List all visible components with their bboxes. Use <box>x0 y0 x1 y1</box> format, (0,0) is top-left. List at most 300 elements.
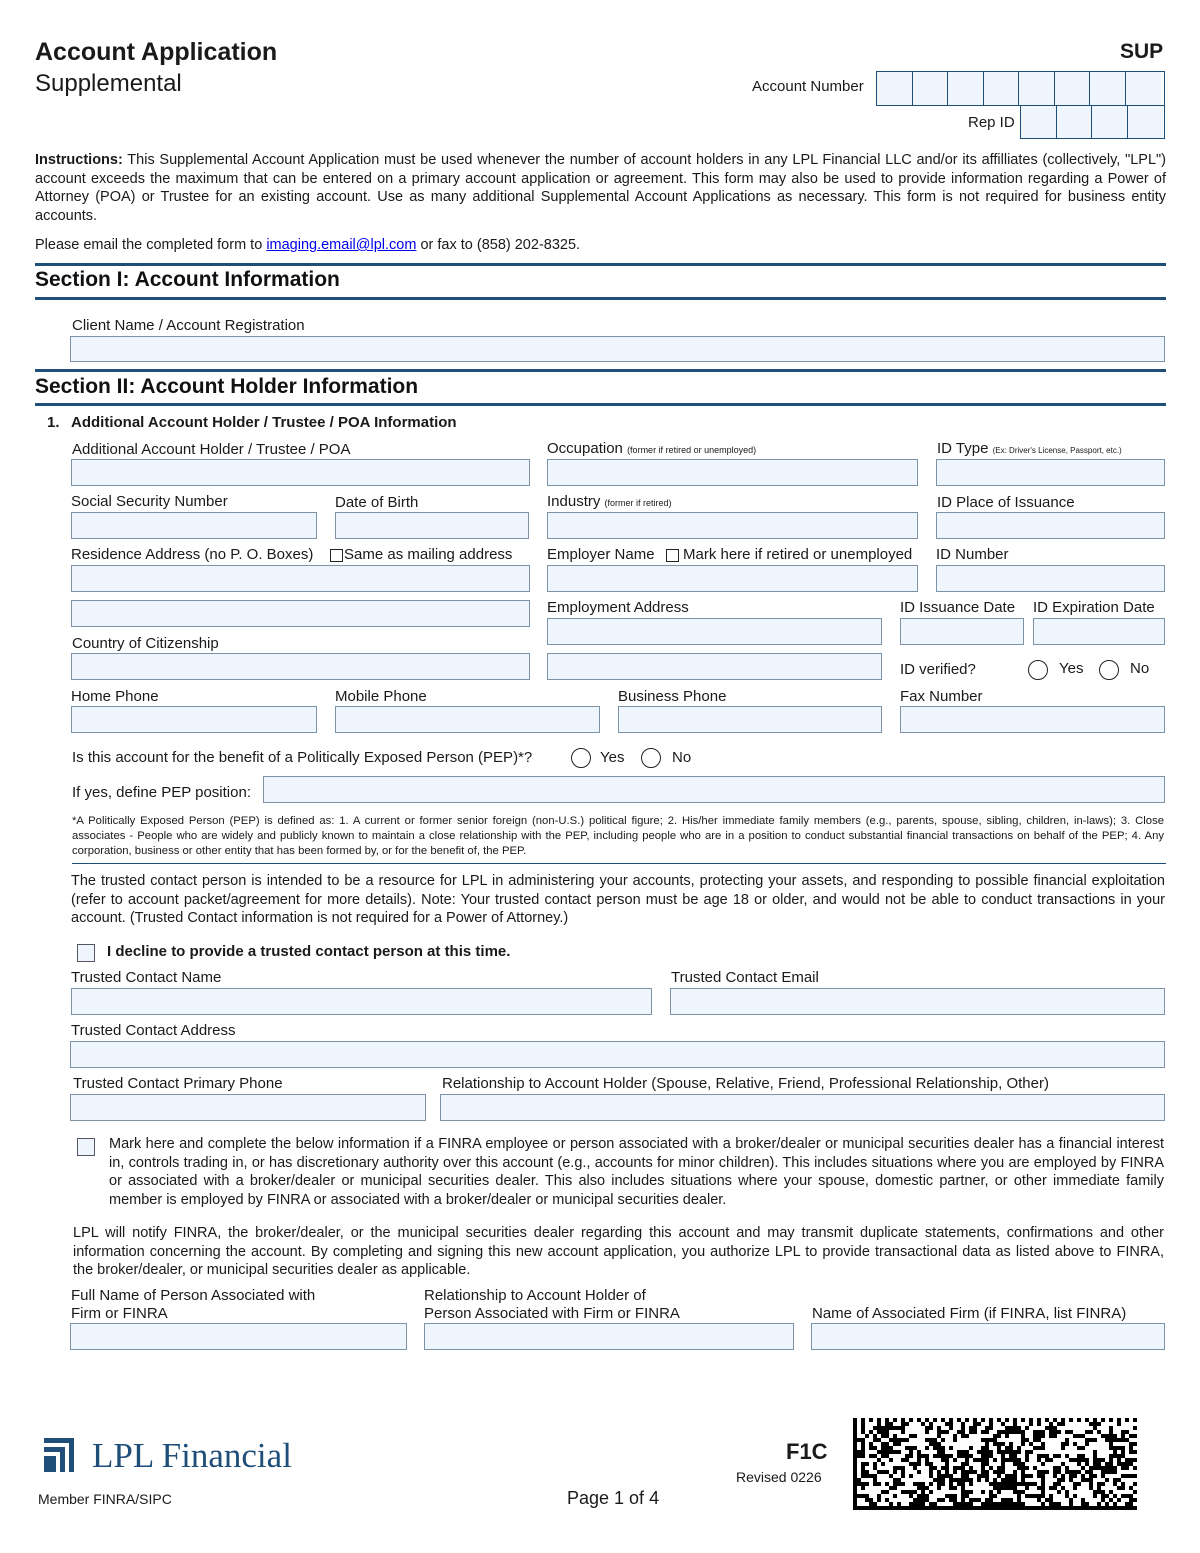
barcode-module <box>977 1498 981 1502</box>
barcode-module <box>937 1446 941 1450</box>
barcode-module <box>989 1494 993 1498</box>
section1-rule-top <box>35 263 1166 266</box>
barcode-module <box>1069 1506 1073 1510</box>
barcode-module <box>1109 1442 1113 1446</box>
barcode-module <box>1025 1466 1029 1470</box>
barcode-module <box>1101 1490 1105 1494</box>
barcode-module <box>941 1474 945 1478</box>
barcode-module <box>1101 1494 1105 1498</box>
barcode-module <box>1085 1438 1089 1442</box>
id-place-input[interactable] <box>936 512 1165 539</box>
account-number-label: Account Number <box>752 78 864 95</box>
barcode-module <box>933 1466 937 1470</box>
barcode-module <box>889 1426 893 1430</box>
barcode-module <box>1049 1434 1053 1438</box>
fax-input[interactable] <box>900 706 1165 733</box>
barcode-module <box>1045 1470 1049 1474</box>
barcode-module <box>1061 1422 1065 1426</box>
barcode-module <box>1065 1466 1069 1470</box>
barcode-module <box>1041 1506 1045 1510</box>
barcode-module <box>1025 1506 1029 1510</box>
barcode-module <box>941 1454 945 1458</box>
barcode-module <box>969 1454 973 1458</box>
id-verified-yes-radio[interactable] <box>1028 660 1048 680</box>
id-type-input[interactable] <box>936 459 1165 486</box>
barcode-module <box>929 1466 933 1470</box>
revised-text: Revised 0226 <box>736 1469 822 1485</box>
barcode-module <box>921 1482 925 1486</box>
assoc-name-input[interactable] <box>70 1323 407 1350</box>
barcode-module <box>881 1430 885 1434</box>
member-text: Member FINRA/SIPC <box>38 1491 172 1507</box>
barcode-module <box>1069 1498 1073 1502</box>
barcode-module <box>909 1506 913 1510</box>
barcode-module <box>1065 1438 1069 1442</box>
business-phone-input[interactable] <box>618 706 882 733</box>
tc-phone-input[interactable] <box>70 1094 426 1121</box>
barcode-module <box>869 1430 873 1434</box>
barcode-module <box>1089 1478 1093 1482</box>
barcode-module <box>1093 1506 1097 1510</box>
barcode-module <box>917 1502 921 1506</box>
barcode-module <box>989 1450 993 1454</box>
barcode-module <box>1093 1494 1097 1498</box>
barcode-module <box>977 1478 981 1482</box>
barcode-module <box>933 1506 937 1510</box>
barcode-module <box>1037 1418 1041 1422</box>
barcode-module <box>1013 1506 1017 1510</box>
barcode-module <box>1057 1482 1061 1486</box>
barcode-module <box>977 1422 981 1426</box>
pep-yes-radio[interactable] <box>571 748 591 768</box>
barcode-module <box>973 1498 977 1502</box>
id-expiration-input[interactable] <box>1033 618 1165 645</box>
id-type-note: (Ex: Driver's License, Passport, etc.) <box>992 446 1122 455</box>
section2-title: Section II: Account Holder Information <box>35 375 419 398</box>
barcode-module <box>993 1458 997 1462</box>
barcode-module <box>873 1506 877 1510</box>
barcode-module <box>1021 1466 1025 1470</box>
barcode-module <box>985 1430 989 1434</box>
barcode-module <box>953 1438 957 1442</box>
barcode-module <box>1129 1458 1133 1462</box>
barcode-module <box>1121 1506 1125 1510</box>
barcode-module <box>853 1470 857 1474</box>
barcode-module <box>1065 1442 1069 1446</box>
barcode-module <box>1133 1450 1137 1454</box>
barcode-module <box>865 1506 869 1510</box>
barcode-module <box>1125 1502 1129 1506</box>
barcode-module <box>1101 1470 1105 1474</box>
pep-yes-label: Yes <box>600 749 625 766</box>
barcode-module <box>1081 1506 1085 1510</box>
account-number-field[interactable] <box>876 71 1165 106</box>
barcode-module <box>1005 1478 1009 1482</box>
occupation-input[interactable] <box>547 459 918 486</box>
barcode-module <box>1057 1478 1061 1482</box>
barcode-module <box>997 1502 1001 1506</box>
barcode-module <box>917 1482 921 1486</box>
barcode-module <box>873 1462 877 1466</box>
barcode-module <box>1021 1482 1025 1486</box>
barcode-module <box>961 1454 965 1458</box>
barcode-module <box>885 1434 889 1438</box>
barcode-module <box>853 1506 857 1510</box>
barcode-module <box>949 1446 953 1450</box>
barcode-module <box>985 1462 989 1466</box>
barcode-module <box>901 1422 905 1426</box>
barcode-module <box>1009 1478 1013 1482</box>
barcode-module <box>1033 1430 1037 1434</box>
rep-id-label: Rep ID <box>968 114 1015 131</box>
rep-id-field[interactable] <box>1020 105 1165 139</box>
barcode-module <box>1113 1502 1117 1506</box>
id-type-label <box>937 440 1122 460</box>
barcode-module <box>969 1482 973 1486</box>
barcode-module <box>893 1506 897 1510</box>
id-place-label: ID Place of Issuance <box>937 494 1075 511</box>
barcode-module <box>925 1454 929 1458</box>
residence-input-1[interactable] <box>71 565 530 592</box>
barcode-module <box>857 1450 861 1454</box>
barcode-module <box>1069 1458 1073 1462</box>
barcode-module <box>1133 1458 1137 1462</box>
section1-rule-bottom <box>35 297 1166 300</box>
barcode-module <box>869 1506 873 1510</box>
barcode-module <box>965 1462 969 1466</box>
barcode-module <box>1053 1430 1057 1434</box>
barcode-module <box>1125 1458 1129 1462</box>
barcode-module <box>1073 1434 1077 1438</box>
barcode-module <box>917 1470 921 1474</box>
barcode-module <box>853 1450 857 1454</box>
barcode-module <box>881 1470 885 1474</box>
barcode-module <box>993 1442 997 1446</box>
industry-note: (former if retired) <box>604 498 672 508</box>
barcode-module <box>1041 1474 1045 1478</box>
barcode-module <box>1129 1450 1133 1454</box>
barcode-module <box>857 1438 861 1442</box>
barcode-module <box>897 1426 901 1430</box>
barcode-module <box>1101 1458 1105 1462</box>
barcode-module <box>1033 1446 1037 1450</box>
barcode-module <box>869 1446 873 1450</box>
barcode-module <box>1025 1486 1029 1490</box>
barcode-module <box>949 1478 953 1482</box>
barcode-module <box>945 1506 949 1510</box>
barcode-module <box>933 1502 937 1506</box>
barcode-module <box>877 1438 881 1442</box>
barcode-module <box>969 1466 973 1470</box>
barcode-module <box>853 1434 857 1438</box>
barcode-module <box>1033 1506 1037 1510</box>
barcode-module <box>937 1470 941 1474</box>
barcode-module <box>945 1454 949 1458</box>
barcode-module <box>949 1498 953 1502</box>
barcode-module <box>929 1506 933 1510</box>
barcode-module <box>1121 1494 1125 1498</box>
barcode-module <box>1073 1458 1077 1462</box>
barcode-module <box>937 1434 941 1438</box>
barcode-module <box>1009 1458 1013 1462</box>
tc-email-input[interactable] <box>670 988 1165 1015</box>
barcode-module <box>1081 1466 1085 1470</box>
barcode-module <box>857 1478 861 1482</box>
barcode-module <box>1029 1474 1033 1478</box>
barcode-module <box>969 1498 973 1502</box>
barcode-module <box>989 1502 993 1506</box>
barcode-module <box>861 1466 865 1470</box>
barcode-module <box>1133 1506 1137 1510</box>
barcode-module <box>1041 1446 1045 1450</box>
form-id: F1C <box>786 1439 828 1464</box>
barcode-module <box>1001 1450 1005 1454</box>
same-mailing-checkbox[interactable] <box>330 549 343 562</box>
barcode-module <box>853 1478 857 1482</box>
industry-label <box>547 493 672 512</box>
dob-input[interactable] <box>335 512 529 539</box>
assoc-name-label-2: Firm or FINRA <box>71 1305 168 1322</box>
barcode-module <box>985 1458 989 1462</box>
barcode-module <box>961 1506 965 1510</box>
barcode-module <box>937 1426 941 1430</box>
barcode-module <box>1025 1450 1029 1454</box>
tc-relationship-input[interactable] <box>440 1094 1165 1121</box>
tc-name-input[interactable] <box>71 988 652 1015</box>
barcode-module <box>1029 1494 1033 1498</box>
section1-title: Section I: Account Information <box>35 268 340 291</box>
barcode-module <box>925 1446 929 1450</box>
barcode-module <box>1133 1418 1137 1422</box>
employer-input[interactable] <box>547 565 918 592</box>
barcode-module <box>1061 1486 1065 1490</box>
barcode-module <box>1085 1506 1089 1510</box>
barcode-module <box>1037 1506 1041 1510</box>
ssn-label: Social Security Number <box>71 493 228 510</box>
barcode-module <box>913 1466 917 1470</box>
barcode-module <box>901 1466 905 1470</box>
barcode-module <box>945 1462 949 1466</box>
barcode-module <box>1133 1426 1137 1430</box>
barcode-module <box>989 1438 993 1442</box>
barcode-module <box>961 1462 965 1466</box>
barcode-module <box>1085 1478 1089 1482</box>
citizenship-input[interactable] <box>71 653 530 680</box>
barcode-module <box>969 1478 973 1482</box>
barcode-module <box>865 1462 869 1466</box>
employment-address-input-2[interactable] <box>547 653 882 680</box>
barcode-module <box>1001 1482 1005 1486</box>
barcode-module <box>901 1506 905 1510</box>
barcode-module <box>1005 1430 1009 1434</box>
barcode-module <box>1097 1466 1101 1470</box>
assoc-rel-input[interactable] <box>424 1323 794 1350</box>
barcode-module <box>981 1474 985 1478</box>
barcode-module <box>957 1450 961 1454</box>
assoc-rel-label-2: Person Associated with Firm or FINRA <box>424 1305 680 1322</box>
email-link[interactable]: imaging.email@lpl.com <box>266 237 417 253</box>
barcode-module <box>957 1506 961 1510</box>
barcode-module <box>1033 1494 1037 1498</box>
pep-divider <box>72 863 1166 864</box>
barcode-module <box>1109 1458 1113 1462</box>
instructions-lead: Instructions: <box>35 152 123 168</box>
barcode-module <box>1009 1498 1013 1502</box>
barcode-module <box>941 1482 945 1486</box>
barcode-module <box>1125 1438 1129 1442</box>
ssn-input[interactable] <box>71 512 317 539</box>
barcode-module <box>981 1466 985 1470</box>
barcode-module <box>1049 1430 1053 1434</box>
barcode-module <box>1117 1498 1121 1502</box>
barcode-module <box>1013 1470 1017 1474</box>
barcode-module <box>1105 1502 1109 1506</box>
barcode-module <box>1041 1434 1045 1438</box>
page-number: Page 1 of 4 <box>567 1488 660 1508</box>
barcode-module <box>1081 1458 1085 1462</box>
barcode-module <box>1041 1462 1045 1466</box>
barcode-module <box>985 1506 989 1510</box>
barcode-module <box>929 1482 933 1486</box>
barcode-module <box>905 1490 909 1494</box>
barcode-module <box>901 1474 905 1478</box>
barcode-module <box>1041 1442 1045 1446</box>
occupation-label-text: Occupation <box>547 440 623 457</box>
barcode-module <box>1057 1470 1061 1474</box>
barcode-module <box>901 1430 905 1434</box>
barcode-module <box>969 1490 973 1494</box>
barcode-module <box>1013 1458 1017 1462</box>
barcode-module <box>953 1434 957 1438</box>
pep-question: Is this account for the benefit of a Politically Exposed Person (PEP)*? <box>72 749 533 766</box>
finra-notice: LPL will notify FINRA, the broker/dealer, or the municipal securities dealer regarding this account and may transmit duplicate statements, confirmations and other information concerning the account. By completing and signing this new account application, you authorize LPL to provide transactional data as listed above to FINRA, the broker/dealer, or municipal securities dealer as applicable. <box>73 1225 1164 1278</box>
decline-checkbox[interactable] <box>77 944 95 962</box>
barcode-module <box>885 1450 889 1454</box>
barcode <box>853 1417 1137 1511</box>
barcode-module <box>1029 1442 1033 1446</box>
barcode-module <box>961 1498 965 1502</box>
pep-no-radio[interactable] <box>641 748 661 768</box>
mobile-phone-input[interactable] <box>335 706 600 733</box>
barcode-module <box>1037 1446 1041 1450</box>
barcode-module <box>893 1466 897 1470</box>
barcode-module <box>1021 1418 1025 1422</box>
barcode-module <box>873 1454 877 1458</box>
barcode-module <box>921 1454 925 1458</box>
barcode-module <box>945 1494 949 1498</box>
id-verified-no-radio[interactable] <box>1099 660 1119 680</box>
home-phone-input[interactable] <box>71 706 317 733</box>
barcode-module <box>1133 1474 1137 1478</box>
barcode-module <box>997 1442 1001 1446</box>
barcode-module <box>905 1506 909 1510</box>
barcode-module <box>1001 1502 1005 1506</box>
assoc-firm-input[interactable] <box>811 1323 1165 1350</box>
barcode-module <box>945 1458 949 1462</box>
barcode-module <box>993 1478 997 1482</box>
barcode-module <box>1009 1486 1013 1490</box>
barcode-module <box>937 1482 941 1486</box>
barcode-module <box>1081 1478 1085 1482</box>
barcode-module <box>985 1438 989 1442</box>
barcode-module <box>913 1502 917 1506</box>
barcode-module <box>997 1490 1001 1494</box>
barcode-module <box>1101 1498 1105 1502</box>
industry-label-text: Industry <box>547 493 601 510</box>
barcode-module <box>897 1506 901 1510</box>
barcode-module <box>965 1490 969 1494</box>
id-number-input[interactable] <box>936 565 1165 592</box>
barcode-module <box>933 1454 937 1458</box>
barcode-module <box>1013 1490 1017 1494</box>
barcode-module <box>925 1486 929 1490</box>
barcode-module <box>901 1458 905 1462</box>
barcode-module <box>1117 1478 1121 1482</box>
barcode-module <box>921 1422 925 1426</box>
barcode-module <box>1065 1490 1069 1494</box>
tc-address-input[interactable] <box>70 1041 1165 1068</box>
barcode-module <box>925 1426 929 1430</box>
holder-input[interactable] <box>71 459 530 486</box>
barcode-module <box>1081 1434 1085 1438</box>
pep-position-input[interactable] <box>263 776 1165 803</box>
barcode-module <box>1021 1506 1025 1510</box>
barcode-module <box>1097 1462 1101 1466</box>
residence-input-2[interactable] <box>71 600 530 627</box>
barcode-module <box>1069 1470 1073 1474</box>
tc-name-label: Trusted Contact Name <box>71 969 222 986</box>
barcode-module <box>937 1450 941 1454</box>
employment-address-input-1[interactable] <box>547 618 882 645</box>
barcode-module <box>1001 1454 1005 1458</box>
barcode-module <box>1065 1454 1069 1458</box>
retired-checkbox[interactable] <box>666 549 679 562</box>
barcode-module <box>1129 1442 1133 1446</box>
finra-checkbox[interactable] <box>77 1138 95 1156</box>
barcode-module <box>1125 1430 1129 1434</box>
barcode-module <box>981 1454 985 1458</box>
barcode-module <box>1133 1442 1137 1446</box>
barcode-module <box>909 1450 913 1454</box>
instructions-text: This Supplemental Account Application must be used whenever the number of account holders in any LPL Financial LLC and/or its affilliates (collectively, "LPL") account exceeds the maximum that can be entered on a primary account application or agreement. This form may also be used to provide information regarding a Power of Attorney (POA) or Trustee for an existing account. Use as many additional Supplemental Account Applications as necessary. This form is not required for business entity accounts. <box>35 152 1166 224</box>
client-name-input[interactable] <box>70 336 1165 362</box>
barcode-module <box>1109 1446 1113 1450</box>
barcode-module <box>1093 1426 1097 1430</box>
barcode-module <box>877 1426 881 1430</box>
same-mailing-label: Same as mailing address <box>344 546 513 563</box>
barcode-module <box>877 1430 881 1434</box>
barcode-module <box>937 1474 941 1478</box>
industry-input[interactable] <box>547 512 918 539</box>
barcode-module <box>965 1454 969 1458</box>
occupation-note: (former if retired or unemployed) <box>627 445 757 455</box>
barcode-module <box>1065 1506 1069 1510</box>
barcode-module <box>1041 1502 1045 1506</box>
barcode-module <box>853 1466 857 1470</box>
barcode-module <box>1017 1466 1021 1470</box>
id-issuance-input[interactable] <box>900 618 1024 645</box>
barcode-module <box>1057 1506 1061 1510</box>
barcode-module <box>905 1458 909 1462</box>
barcode-module <box>949 1474 953 1478</box>
barcode-module <box>981 1462 985 1466</box>
barcode-module <box>1009 1446 1013 1450</box>
barcode-module <box>873 1438 877 1442</box>
barcode-module <box>1029 1422 1033 1426</box>
barcode-module <box>1005 1474 1009 1478</box>
barcode-module <box>997 1434 1001 1438</box>
barcode-module <box>1097 1458 1101 1462</box>
